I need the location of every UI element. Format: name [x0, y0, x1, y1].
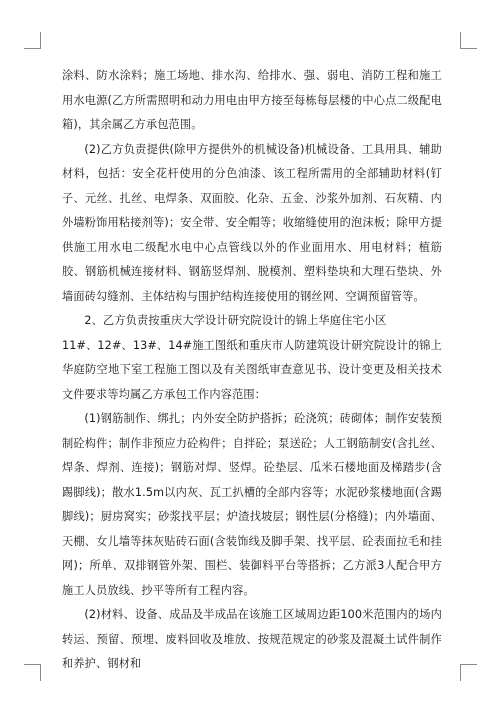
paragraph-drawings-scope: 11#、12#、13#、14#施工图纸和重庆市人防建筑设计研究院设计的锦上华庭防空地下室工程施工图以及有关图纸审查意见书、设计变更及相关技术文件要求等均属乙方承包工作内容范围：: [62, 338, 442, 401]
crop-mark-bottom-right: [460, 664, 477, 681]
paragraph-construction-items: (1)钢筋制作、绑扎；内外安全防护搭拆；砼浇筑；砖砌体；制作安装预制砼构件；制作非预应力砼构件；自拌砼；泵送砼；人工钢筋制安(含扎丝、焊条、焊剂、连接)；钢筋对焊、竖焊。砼垫层、瓜米石楼地面及梯踏步(含踢脚线)；散水1.5m以内灰、瓦工扒槽的全部内容等；水泥砂浆楼地面(含踢脚线)；厨房窝实；砂浆找平层；炉渣找坡层；钢性层(分格缝)；内外墙面、天棚、女儿墙等抹灰贴砖石面(含装饰线及脚手架、找平层、砼表面拉毛和挂网)；所单、双排钢管外架、围栏、装御料平台等搭拆；乙方派3人配合甲方施工人员放线、抄平等所有工程内容。: [62, 412, 442, 597]
paragraph-equipment-materials: (2)乙方负责提供(除甲方提供外的机械设备)机械设备、工具用具、辅助材料，包括：安全花杆使用的分色油漆、该工程所需用的全部辅助材料(钉子、元丝、扎丝、电焊条、双面胶、化杂、五金、沙浆外加剂、石灰精、内外墙粉饰用粘接剂等)；安全带、安全帽等；收缩缝使用的泡沫板；除甲方提供施工用水电二级配水电中心点管线以外的作业面用水、用电材料；植筋胶、钢筋机械连接材料、钢筋竖焊剂、脱模剂、塑料垫块和大理石垫块、外墙面砖勾缝剂、主体结构与围护结构连接使用的钢丝网、空调预留管等。: [62, 142, 442, 303]
crop-mark-bottom-left: [24, 664, 41, 681]
paragraph-scope-continuation: 涂料、防水涂料；施工场地、排水沟、给排水、强、弱电、消防工程和施工用水电源(乙方所需照明和动力用电由甲方接至每栋每层楼的中心点二级配电箱)，其余属乙方承包范围。: [62, 69, 442, 131]
paragraph-design-scope-intro: 2、乙方负责按重庆大学设计研究院设计的锦上华庭住宅小区: [84, 314, 387, 327]
document-body: [62, 64, 442, 677]
paragraph-materials-transport: (2)材料、设备、成品及半成品在该施工区域周边距100米范围内的场内转运、预留、预埋、废料回收及堆放、按规范规定的砂浆及混凝土试件制作和养护、钢材和: [62, 608, 442, 670]
crop-mark-top-right: [460, 32, 477, 49]
crop-mark-top-left: [24, 32, 41, 49]
